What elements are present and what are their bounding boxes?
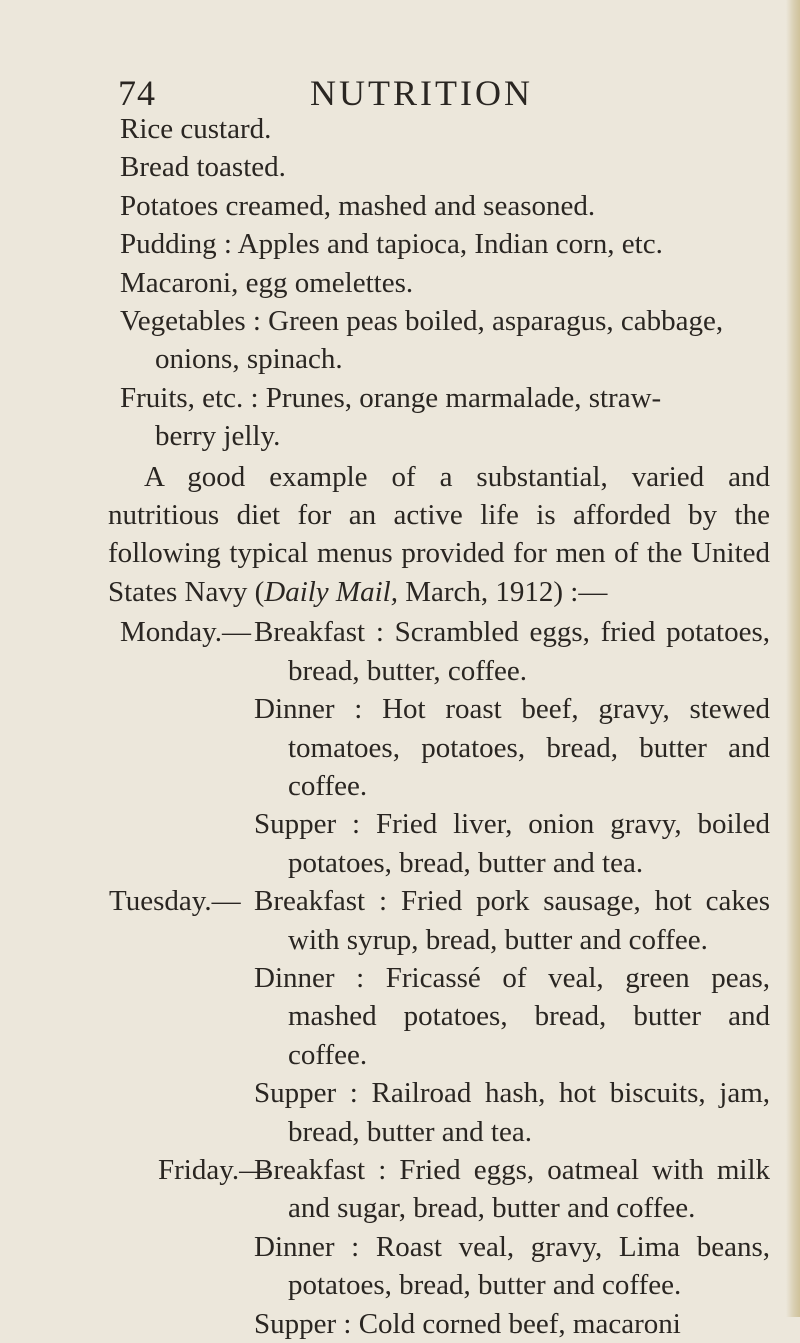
page-number: 74 (118, 73, 156, 113)
meal-supper: Supper : Fried liver, onion gravy, boiled potatoes, bread, butter and tea. (254, 808, 770, 879)
meal-breakfast: Breakfast : Fried eggs, oatmeal with milk and sugar, bread, butter and coffee. (254, 1153, 770, 1225)
navy-menus (109, 613, 770, 1343)
list-item: Potatoes creamed, mashed and seasoned. (120, 189, 596, 222)
menu-day-monday (120, 613, 770, 882)
meal-breakfast: Breakfast : Scrambled eggs, fried potatoes, bread, butter, coffee. (254, 616, 770, 687)
list-item (120, 379, 770, 456)
paragraph-text-end: March, 1912) :— (397, 575, 608, 608)
list-item-line: onions, spinach. (155, 343, 343, 376)
day-label: Tuesday.— (109, 885, 241, 918)
list-item (120, 302, 770, 379)
food-list (120, 110, 770, 456)
page-edge-shadow (786, 0, 800, 1317)
meal-dinner: Dinner : Roast veal, gravy, Lima beans, potatoes, bread, butter and coffee. (254, 1230, 770, 1302)
menu-day-tuesday (109, 882, 770, 1151)
paragraph-text: A good example of a substantial, varied and nutritious diet for an active life is afforded by the following typical menus provided for men of the United States Navy ( (108, 460, 770, 608)
day-label: Monday.— (120, 616, 252, 649)
intro-paragraph (108, 458, 770, 612)
list-item-line: Fruits, etc. : Prunes, orange marmalade, straw- (120, 381, 662, 414)
list-item: Pudding : Apples and tapioca, Indian corn, etc. (120, 228, 663, 261)
meal-supper: Supper : Cold corned beef, macaroni (254, 1307, 681, 1340)
paragraph-source: Daily Mail, (264, 575, 398, 608)
menu-day-friday (120, 1151, 770, 1343)
list-item-line: Vegetables : Green peas boiled, asparagus, cabbage, (120, 305, 724, 338)
meal-supper: Supper : Railroad hash, hot biscuits, jam, bread, butter and tea. (254, 1077, 770, 1148)
meal-dinner: Dinner : Fricassé of veal, green peas, mashed potatoes, bread, butter and coffee. (254, 961, 770, 1071)
list-item-line: berry jelly. (155, 420, 281, 453)
meal-breakfast: Breakfast : Fried pork sausage, hot cakes with syrup, bread, butter and coffee. (254, 885, 770, 956)
meal-dinner: Dinner : Hot roast beef, gravy, stewed tomatoes, potatoes, bread, butter and coffee. (254, 693, 770, 802)
list-item: Bread toasted. (120, 151, 286, 184)
list-item: Macaroni, egg omelettes. (120, 266, 414, 299)
day-label: Friday.— (158, 1153, 269, 1186)
running-title: NUTRITION (310, 73, 533, 113)
list-item: Rice custard. (120, 113, 272, 145)
page-body (108, 110, 770, 1343)
